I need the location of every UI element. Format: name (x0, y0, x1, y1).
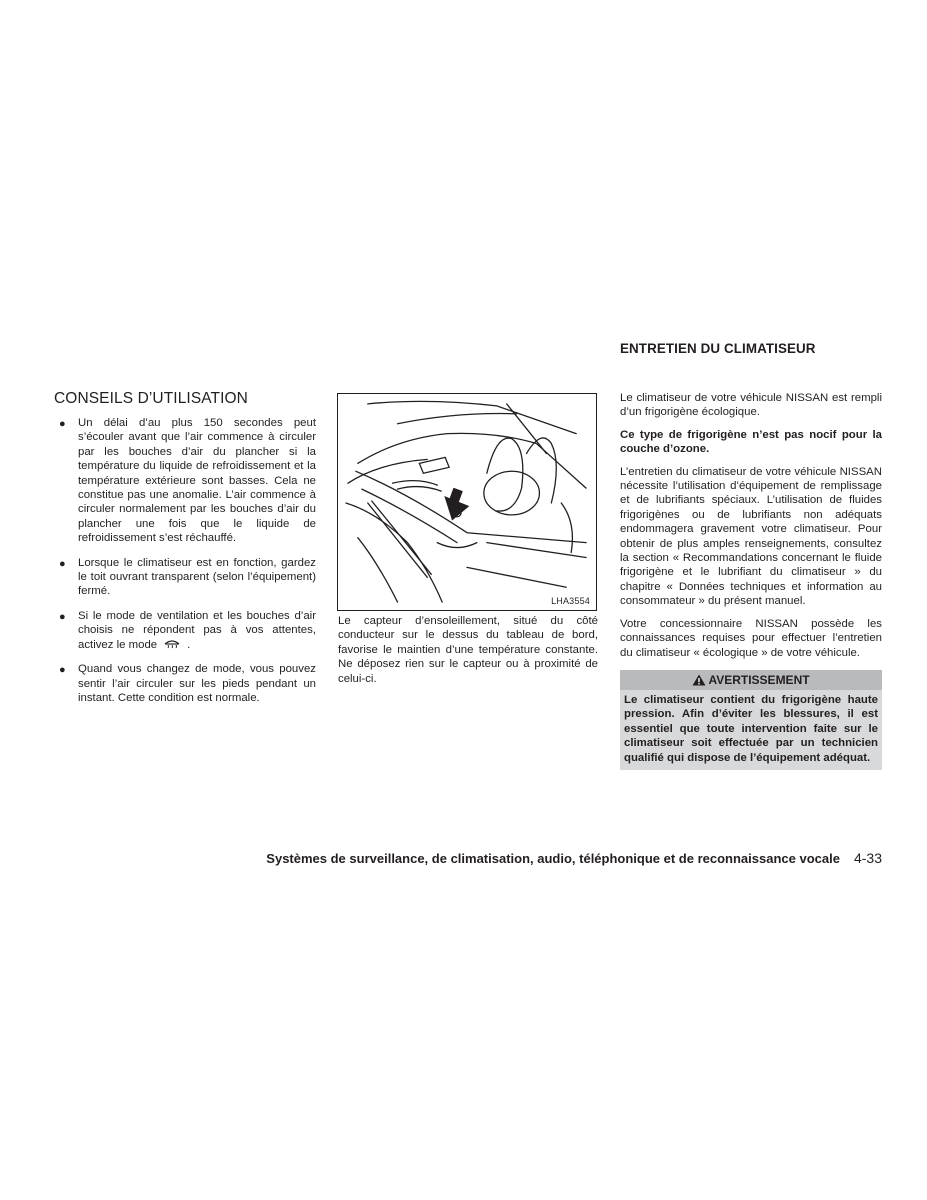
bullet-icon: ● (59, 610, 66, 623)
paragraph: Votre concessionnaire NISSAN possède les connaissances requises pour effectuer l’entretien du climatiseur « écologique » de votre véhicule. (620, 617, 882, 659)
bullet-icon: ● (59, 664, 66, 677)
list-item: ● Si le mode de ventilation et les bouches d’air choisis ne répondent pas à vos attentes, activez le mode . (59, 609, 316, 651)
warning-header (620, 670, 882, 690)
list-item: ● Quand vous changez de mode, vous pouvez sentir l’air circuler sur les pieds pendant un instant. Cette condition est normale. (59, 663, 316, 704)
figure-caption: Le capteur d’ensoleillement, situé du côté conducteur sur le dessus du tableau de bord, favorise le maintien d’une température constante. Ne déposez rien sur le capteur ou à proximité de celui-ci. (338, 615, 598, 685)
section-heading: CONSEILS D’UTILISATION (54, 390, 248, 407)
bullet-icon: ● (59, 557, 66, 570)
trailing-period: . (187, 638, 191, 651)
maintenance-column (620, 391, 882, 770)
page-footer (60, 850, 882, 866)
list-item: ● Lorsque le climatiseur est en fonction, gardez le toit ouvrant transparent (selon l’équipement) fermé. (59, 556, 316, 598)
warning-triangle-icon (692, 674, 706, 686)
warning-title: AVERTISSEMENT (708, 672, 810, 687)
warning-text: Le climatiseur contient du frigorigène haute pression. Afin d’éviter les blessures, il est essentiel que toute intervention faite sur le climatiseur soit effectuée par un technicien qualifié qui dispose de l’équipement adéquat. (624, 693, 878, 764)
bullet-icon: ● (59, 418, 66, 430)
figure-id: LHA3554 (551, 596, 590, 606)
arrow-icon (442, 488, 470, 522)
operating-tips-column (54, 390, 316, 715)
list-item: ● Un délai d’au plus 150 secondes peut s’écouler avant que l’air commence à circuler par les bouches d’air du plancher si la température du liquide de refroidissement et la température extérieure sont basses. Cela ne constitue pas une anomalie. L’air commence à circuler normalement par les bouches d’air du plancher une fois que le liquide de refroidissement s’est réchauffé. (59, 417, 316, 545)
paragraph: L’entretien du climatiseur de votre véhicule NISSAN nécessite l’utilisation d’équipement de remplissage et de lubrifiants spéciaux. L’utilisation de fluides frigorigènes ou de lubrifiants non adéquats endommagera gravement votre climatiseur. Pour obtenir de plus amples renseignements, consultez la section « Recommandations concernant le fluide frigorigène et le lubrifiant du climatiseur » du chapitre « Données techniques et information au consommateur » du présent manuel. (620, 465, 882, 608)
dashboard-illustration (338, 394, 596, 610)
sunload-sensor-illustration (337, 393, 597, 611)
paragraph: Le climatiseur de votre véhicule NISSAN est rempli d’un frigorigène écologique. (620, 392, 882, 419)
section-heading-maintenance: ENTRETIEN DU CLIMATISEUR (620, 341, 816, 356)
page-number: 4-33 (853, 850, 882, 866)
warning-box (620, 670, 882, 770)
tips-list (54, 416, 316, 705)
paragraph-bold: Ce type de frigorigène n’est pas nocif pour la couche d’ozone. (620, 428, 882, 456)
defrost-floor-mode-icon (163, 638, 181, 649)
chapter-title: Systèmes de surveillance, de climatisation, audio, téléphonique et de reconnaissance vocale (266, 851, 840, 866)
